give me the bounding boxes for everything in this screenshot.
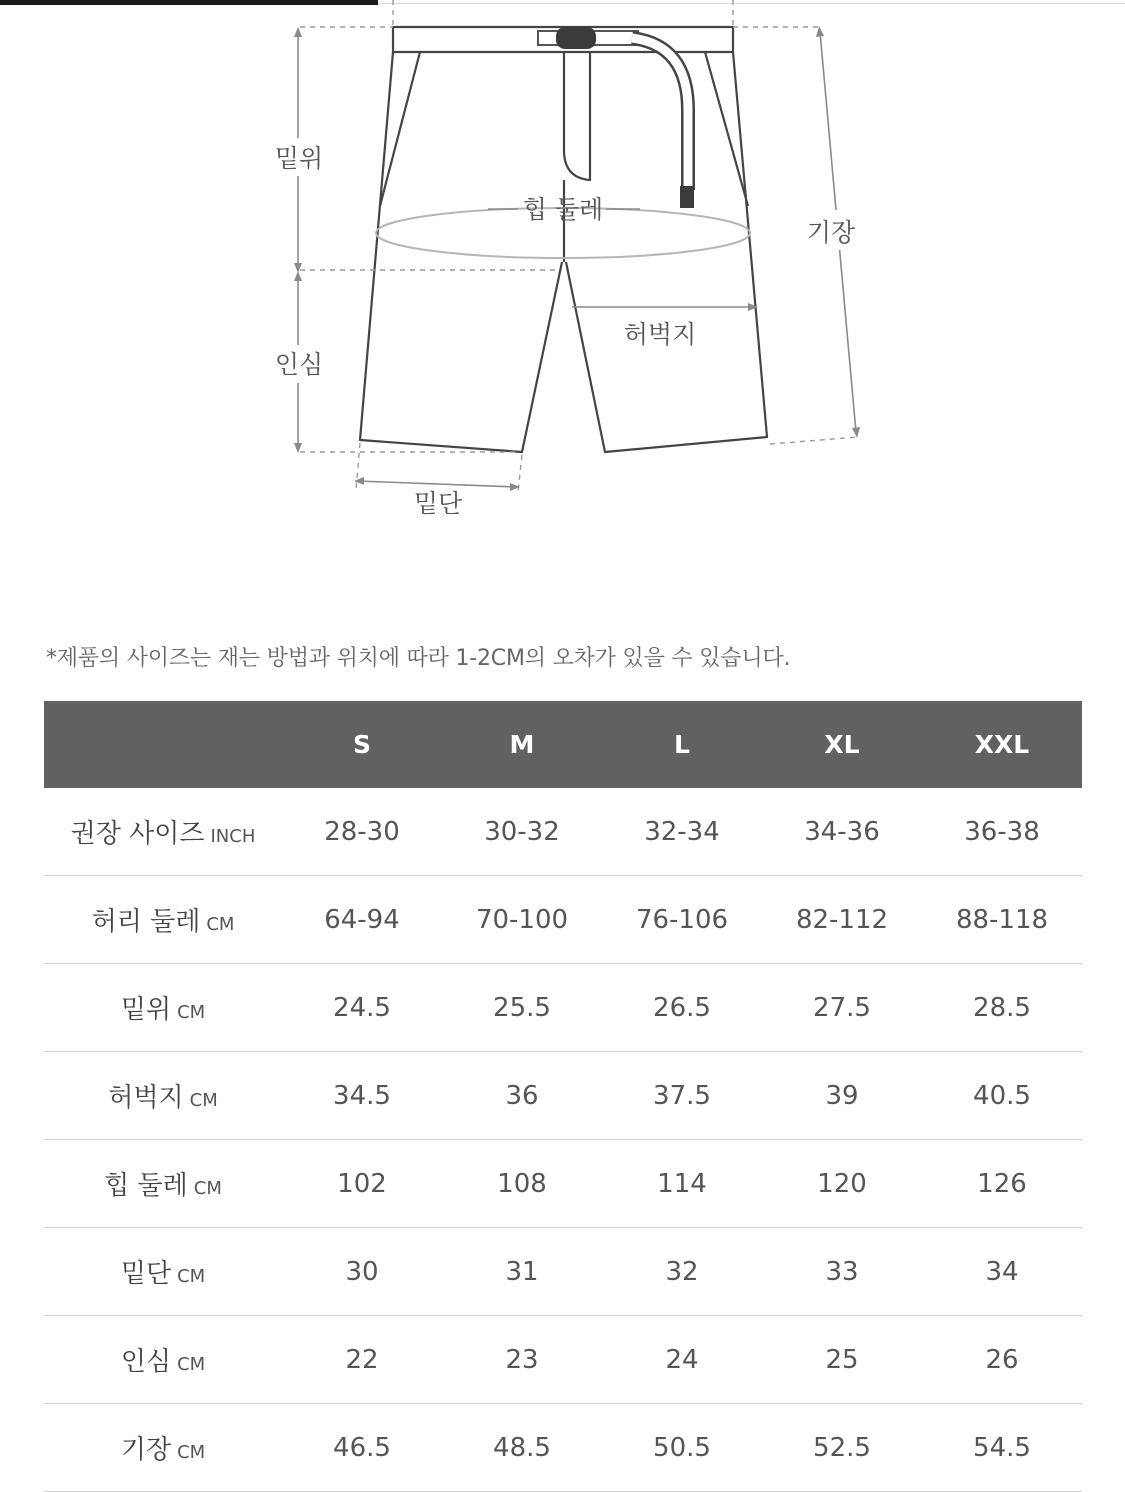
header-size-l: L	[602, 701, 762, 788]
shorts-measurement-diagram	[0, 0, 1125, 560]
shorts-outline	[360, 27, 767, 452]
table-cell: 30	[282, 1228, 442, 1316]
table-cell: 31	[442, 1228, 602, 1316]
inseam-label: 인심	[274, 350, 324, 379]
table-cell: 120	[762, 1140, 922, 1228]
right-leg	[566, 52, 767, 452]
table-cell: 102	[282, 1140, 442, 1228]
header-size-xl: XL	[762, 701, 922, 788]
table-cell: 126	[922, 1140, 1082, 1228]
table-cell: 52.5	[762, 1404, 922, 1492]
row-label	[44, 1404, 282, 1492]
table-cell: 82-112	[762, 876, 922, 964]
hem-label: 밑단	[413, 489, 463, 518]
table-cell: 23	[442, 1316, 602, 1404]
size-table	[44, 701, 1082, 1492]
table-cell: 64-94	[282, 876, 442, 964]
table-cell: 25.5	[442, 964, 602, 1052]
table-row	[44, 876, 1082, 964]
row-unit: CM	[189, 1090, 218, 1111]
table-row	[44, 1404, 1082, 1492]
header-empty-cell	[44, 701, 282, 788]
table-row	[44, 1140, 1082, 1228]
table-row	[44, 788, 1082, 876]
row-label	[44, 788, 282, 876]
table-cell: 26.5	[602, 964, 762, 1052]
table-cell: 28.5	[922, 964, 1082, 1052]
row-unit: CM	[177, 1002, 206, 1023]
table-row	[44, 1228, 1082, 1316]
table-cell: 108	[442, 1140, 602, 1228]
table-cell: 34.5	[282, 1052, 442, 1140]
row-label-text: 밑단	[120, 1259, 172, 1289]
table-cell: 50.5	[602, 1404, 762, 1492]
shorts-diagram-svg	[0, 0, 1125, 560]
table-cell: 76-106	[602, 876, 762, 964]
row-label-text: 기장	[120, 1435, 172, 1465]
guide-lines	[300, 0, 858, 492]
table-cell: 32-34	[602, 788, 762, 876]
table-cell: 114	[602, 1140, 762, 1228]
table-row	[44, 1052, 1082, 1140]
size-table-header	[44, 701, 1082, 788]
belt	[538, 27, 694, 208]
row-label-text: 인심	[120, 1347, 172, 1377]
row-label	[44, 1228, 282, 1316]
table-cell: 26	[922, 1316, 1082, 1404]
table-cell: 24.5	[282, 964, 442, 1052]
length-label: 기장	[806, 218, 856, 247]
right-pocket	[705, 52, 748, 206]
table-cell: 39	[762, 1052, 922, 1140]
row-label	[44, 1140, 282, 1228]
row-label	[44, 964, 282, 1052]
row-unit: INCH	[210, 826, 256, 847]
row-label	[44, 876, 282, 964]
table-cell: 40.5	[922, 1052, 1082, 1140]
header-size-m: M	[442, 701, 602, 788]
row-label	[44, 1316, 282, 1404]
table-cell: 70-100	[442, 876, 602, 964]
row-unit: CM	[177, 1442, 206, 1463]
table-cell: 32	[602, 1228, 762, 1316]
table-cell: 24	[602, 1316, 762, 1404]
table-cell: 22	[282, 1316, 442, 1404]
table-cell: 30-32	[442, 788, 602, 876]
size-note: *제품의 사이즈는 재는 방법과 위치에 따라 1-2CM의 오차가 있을 수 있습니다.	[46, 646, 791, 671]
table-cell: 36	[442, 1052, 602, 1140]
row-label-text: 권장 사이즈	[70, 819, 205, 849]
table-row	[44, 964, 1082, 1052]
table-cell: 33	[762, 1228, 922, 1316]
table-cell: 25	[762, 1316, 922, 1404]
thigh-label: 허벅지	[623, 320, 697, 349]
fly	[564, 52, 590, 180]
row-label-text: 허벅지	[108, 1083, 184, 1113]
table-cell: 34-36	[762, 788, 922, 876]
row-unit: CM	[177, 1266, 206, 1287]
row-label	[44, 1052, 282, 1140]
row-label-text: 허리 둘레	[91, 907, 201, 937]
row-unit: CM	[193, 1178, 222, 1199]
row-unit: CM	[206, 914, 235, 935]
header-size-s: S	[282, 701, 442, 788]
table-cell: 88-118	[922, 876, 1082, 964]
table-cell: 36-38	[922, 788, 1082, 876]
table-cell: 46.5	[282, 1404, 442, 1492]
table-cell: 27.5	[762, 964, 922, 1052]
table-cell: 48.5	[442, 1404, 602, 1492]
row-unit: CM	[177, 1354, 206, 1375]
left-leg	[360, 52, 562, 452]
table-cell: 34	[922, 1228, 1082, 1316]
table-cell: 37.5	[602, 1052, 762, 1140]
header-size-xxl: XXL	[922, 701, 1082, 788]
belt-buckle	[556, 27, 596, 49]
belt-tip	[680, 186, 694, 208]
table-cell: 54.5	[922, 1404, 1082, 1492]
table-row	[44, 1316, 1082, 1404]
hip-label: 힙 둘레	[522, 195, 604, 224]
row-label-text: 힙 둘레	[104, 1171, 188, 1201]
row-label-text: 밑위	[120, 995, 172, 1025]
rise-label: 밑위	[274, 144, 324, 173]
table-cell: 28-30	[282, 788, 442, 876]
